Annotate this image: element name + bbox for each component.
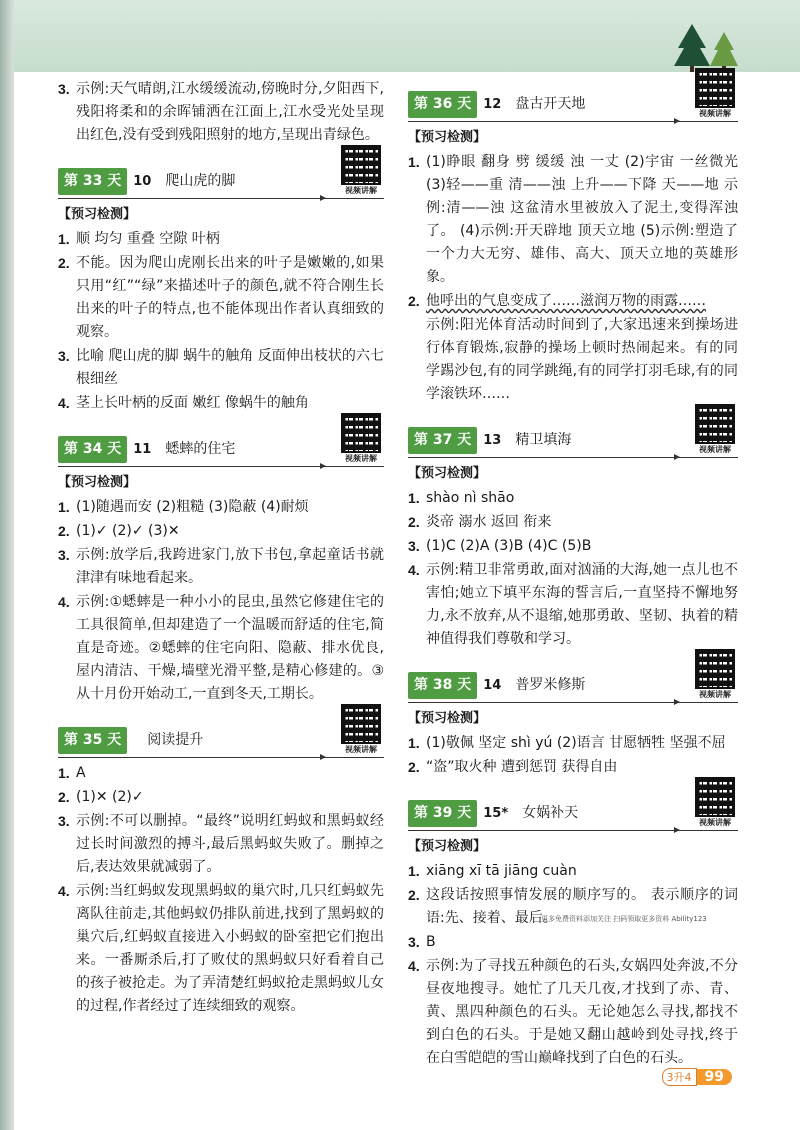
item-text: (1)睁眼 翻身 劈 缓缓 浊 一丈 (2)宇宙 一丝微光 (3)轻——重 清——浊 上升——下降 天——地 示例:清——浊 这盆清水里被放入了泥土,变得浑浊了。 (4)示例:开天辟地 顶天立地 (5)示例:塑造了一个力大无穷、雄伟、高大、顶天立地的英雄形象。 (426, 154, 738, 285)
item-text: xiāng xī tā jiāng cuàn (426, 863, 577, 879)
item-text: (1)敬佩 坚定 shì yú (2)语言 甘愿牺牲 坚强不屈 (426, 735, 726, 751)
item-text: “盗”取火种 遭到惩罚 获得自由 (426, 759, 618, 775)
item-number: 4. (58, 395, 70, 411)
lesson-title: 蟋蟀的住宅 (165, 441, 236, 457)
answer-item (408, 487, 738, 510)
lesson-title: 普罗米修斯 (515, 677, 586, 693)
item-number: 3. (408, 538, 420, 554)
day-37-header (408, 414, 738, 458)
item-text: (1)✓ (2)✓ (3)✕ (76, 523, 180, 539)
qr-caption: 视频讲解 (345, 454, 377, 463)
pine-trees-icon (672, 22, 742, 74)
qr-code-icon (695, 68, 735, 108)
item-number: 4. (408, 958, 420, 974)
item-number: 2. (408, 293, 420, 309)
section-label: 【预习检测】 (408, 711, 487, 726)
item-text: 这段话按照事情发展的顺序写的。 表示顺序的词语:先、接着、最后。 (426, 887, 738, 926)
answer-item (58, 496, 384, 519)
item-number: 1. (58, 231, 70, 247)
video-qr-code[interactable] (692, 404, 738, 458)
day-38-header (408, 659, 738, 703)
section-label: 【预习检测】 (58, 475, 137, 490)
answer-item (408, 756, 738, 779)
answer-item (58, 520, 384, 543)
left-column (58, 78, 384, 1019)
item-number: 2. (58, 255, 70, 271)
item-text: (1)随遇而安 (2)粗糙 (3)隐蔽 (4)耐烦 (76, 499, 309, 515)
lesson-number: 15* (483, 806, 509, 821)
item-number: 1. (408, 735, 420, 751)
item-number: 1. (408, 863, 420, 879)
promo-note: 更多免费资料添加关注 扫码领取更多资料 Ability123 (541, 915, 707, 923)
item-number: 4. (58, 883, 70, 899)
item-number: 2. (58, 789, 70, 805)
day-39-header (408, 787, 738, 831)
lesson-title: 女娲补天 (522, 805, 579, 821)
answer-item (58, 880, 384, 1018)
header-rule (408, 830, 738, 831)
answer-item (408, 732, 738, 755)
lesson-title: 精卫填海 (515, 432, 572, 448)
answer-item (408, 535, 738, 558)
qr-code-icon (341, 413, 381, 453)
item-text: 不能。因为爬山虎刚长出来的叶子是嫩嫩的,如果只用“红”“绿”来描述叶子的颜色,就不符合刚生长出来的叶子的特点,也不能体现出作者认真细致的观察。 (76, 255, 384, 340)
lesson-title: 爬山虎的脚 (165, 173, 236, 189)
item-number: 4. (58, 594, 70, 610)
header-rule (408, 457, 738, 458)
qr-caption: 视频讲解 (699, 445, 731, 454)
lesson-number: 10 (133, 174, 152, 189)
item-number: 2. (408, 759, 420, 775)
item-number: 3. (408, 934, 420, 950)
section-label: 【预习检测】 (408, 466, 487, 481)
qr-caption: 视频讲解 (345, 745, 377, 754)
item-text: 示例:精卫非常勇敢,面对汹涌的大海,她一点儿也不害怕;她立下填平东海的誓言后,一直坚持不懈地努力,永不放弃,从不退缩,她那勇敢、坚韧、执着的精神值得我们尊敬和学习。 (426, 562, 738, 647)
item-number: 2. (58, 523, 70, 539)
lesson-number: 13 (483, 433, 502, 448)
answer-item (58, 810, 384, 879)
item-text: 示例:阳光体育活动时间到了,大家迅速来到操场进行体育锻炼,寂静的操场上顿时热闹起来。有的同学踢沙包,有的同学跳绳,有的同学打羽毛球,有的同学滚铁环…… (426, 317, 738, 402)
qr-code-icon (695, 404, 735, 444)
qr-caption: 视频讲解 (699, 818, 731, 827)
item-text: 炎帝 溺水 返回 衔来 (426, 514, 552, 530)
item-number: 3. (58, 813, 70, 829)
item-number: 2. (408, 887, 420, 903)
video-qr-code[interactable] (338, 704, 384, 758)
answer-item (58, 228, 384, 251)
item-text: 他呼出的气息变成了……滋润万物的雨露…… (426, 293, 706, 309)
lesson-title: 阅读提升 (147, 732, 204, 748)
day-badge: 第 34 天 (58, 436, 127, 463)
section-label: 【预习检测】 (408, 130, 487, 145)
page-number-badge (662, 1068, 732, 1086)
answer-item (58, 544, 384, 590)
item-text: A (76, 765, 86, 781)
item-text: B (426, 934, 436, 950)
page-binding-edge (0, 0, 14, 1130)
answer-item (58, 762, 384, 785)
item-text: shào nì shāo (426, 490, 515, 506)
answer-item (408, 860, 738, 883)
header-rule (408, 702, 738, 703)
answer-item (408, 314, 738, 406)
item-number: 1. (408, 490, 420, 506)
lesson-number: 11 (133, 442, 152, 457)
qr-code-icon (341, 145, 381, 185)
qr-code-icon (341, 704, 381, 744)
answer-item (58, 392, 384, 415)
item-number: 3. (58, 81, 70, 97)
item-text: 茎上长叶柄的反面 嫩红 像蜗牛的触角 (76, 395, 309, 411)
answer-item (408, 559, 738, 651)
lesson-number: 14 (483, 678, 502, 693)
day-badge: 第 36 天 (408, 91, 477, 118)
lesson-title: 盘古开天地 (515, 96, 586, 112)
item-number: 3. (58, 547, 70, 563)
day-36-header (408, 78, 738, 122)
item-text: 示例:不可以删掉。“最终”说明红蚂蚁和黑蚂蚁经过长时间激烈的搏斗,最后黑蚂蚁失败了。删掉之后,表达效果就减弱了。 (76, 813, 384, 875)
lesson-number: 12 (483, 97, 502, 112)
grade-label: 3升4 (662, 1068, 697, 1086)
answer-item (58, 591, 384, 706)
day-34-header (58, 423, 384, 467)
day-badge: 第 33 天 (58, 168, 127, 195)
answer-item (408, 955, 738, 1070)
answer-item (408, 290, 738, 313)
video-qr-code[interactable] (692, 68, 738, 122)
item-number: 1. (408, 154, 420, 170)
item-number: 2. (408, 514, 420, 530)
qr-caption: 视频讲解 (345, 186, 377, 195)
day-badge: 第 39 天 (408, 800, 477, 827)
qr-caption: 视频讲解 (699, 109, 731, 118)
item-text: 示例:当红蚂蚁发现黑蚂蚁的巢穴时,几只红蚂蚁先离队往前走,其他蚂蚁仍排队前进,找到了黑蚂蚁的巢穴后,红蚂蚁直接进入小蚂蚁的卧室把它们抱出来。一番厮杀后,打了败仗的黑蚂蚁只好看着自己的孩子被抢走。为了弄清楚红蚂蚁抢走黑蚂蚁儿女的过程,作者经过了连续细致的观察。 (76, 883, 384, 1014)
header-rule (58, 757, 384, 758)
answer-item (58, 786, 384, 809)
video-qr-code[interactable] (692, 649, 738, 703)
item-text: (1)C (2)A (3)B (4)C (5)B (426, 538, 592, 554)
answer-item (408, 511, 738, 534)
day-badge: 第 37 天 (408, 427, 477, 454)
item-number: 4. (408, 562, 420, 578)
item-number: 3. (58, 348, 70, 364)
day-33-header (58, 155, 384, 199)
item-text: 顺 均匀 重叠 空隙 叶柄 (76, 231, 220, 247)
item-text: 示例:为了寻找五种颜色的石头,女娲四处奔波,不分昼夜地搜寻。她忙了几天几夜,才找到了赤、青、黄、黑四种颜色的石头。无论她怎么寻找,都找不到白色的石头。于是她又翻山越岭到处寻找,终于在白雪皑皑的雪山巅峰找到了白色的石头。 (426, 958, 738, 1066)
qr-code-icon (695, 777, 735, 817)
qr-code-icon (695, 649, 735, 689)
header-rule (58, 466, 384, 467)
section-label: 【预习检测】 (58, 207, 137, 222)
answer-item (58, 345, 384, 391)
section-label: 【预习检测】 (408, 839, 487, 854)
item-text: (1)✕ (2)✓ (76, 789, 144, 805)
item-text: 示例:天气晴朗,江水缓缓流动,傍晚时分,夕阳西下,残阳将柔和的余晖铺洒在江面上,江水受光处呈现出红色,没有受到残阳照射的地方,呈现出青绿色。 (76, 81, 384, 143)
day-badge: 第 38 天 (408, 672, 477, 699)
header-rule (408, 121, 738, 122)
item-text: 比喻 爬山虎的脚 蜗牛的触角 反面伸出枝状的六七根细丝 (76, 348, 384, 387)
item-text: 示例:放学后,我跨进家门,放下书包,拿起童话书就津津有味地看起来。 (76, 547, 384, 586)
header-rule (58, 198, 384, 199)
answer-item (58, 78, 384, 147)
video-qr-code[interactable] (692, 777, 738, 831)
video-qr-code[interactable] (338, 145, 384, 199)
day-badge: 第 35 天 (58, 727, 127, 754)
item-text: 示例:①蟋蟀是一种小小的昆虫,虽然它修建住宅的工具很简单,但却建造了一个温暖而舒适的住宅,简直是奇迹。②蟋蟀的住宅向阳、隐蔽、排水优良,屋内清洁、干燥,墙壁光滑平整,是精心修建的。③从十月份开始动工,一直到冬天,工期长。 (76, 594, 384, 702)
answer-item (408, 151, 738, 289)
item-number: 1. (58, 499, 70, 515)
answer-item (408, 931, 738, 954)
video-qr-code[interactable] (338, 413, 384, 467)
answer-item (58, 252, 384, 344)
qr-caption: 视频讲解 (699, 690, 731, 699)
day-35-header (58, 714, 384, 758)
page-number: 99 (697, 1069, 732, 1085)
item-number: 1. (58, 765, 70, 781)
